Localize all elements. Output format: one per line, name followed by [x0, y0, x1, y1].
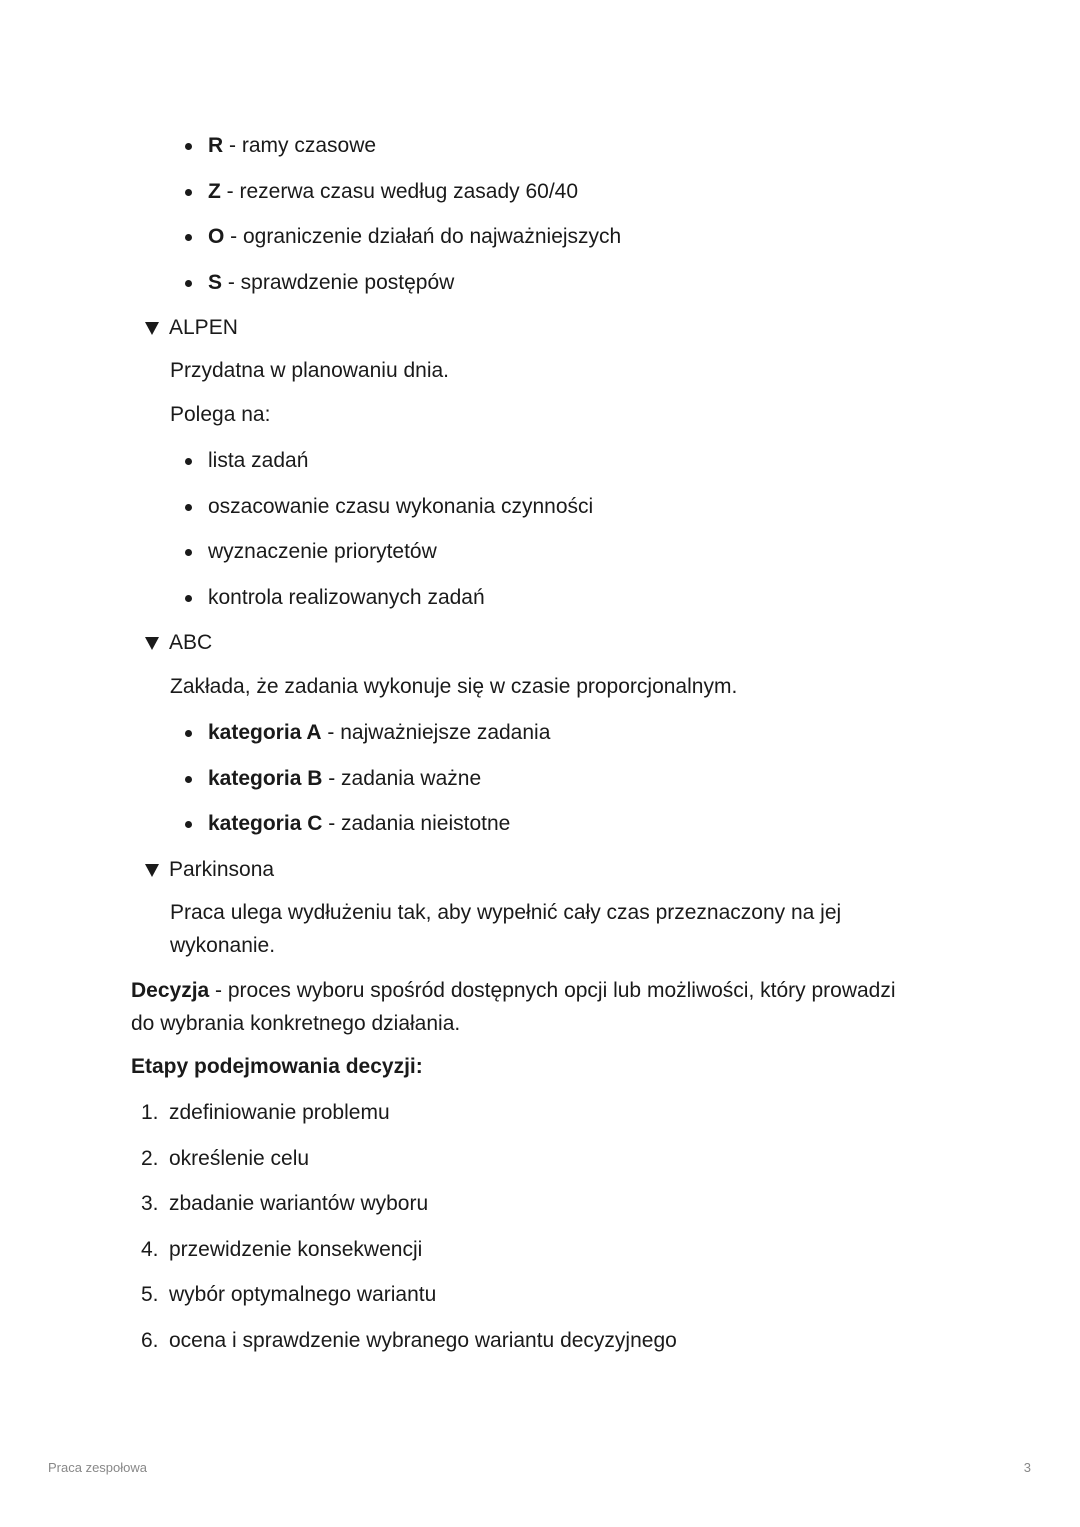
bullet-icon: [185, 458, 192, 465]
list-item: [208, 271, 454, 295]
paragraph: Przydatna w planowaniu dnia.: [170, 359, 450, 382]
item-text: - najważniejsze zadania: [321, 721, 551, 744]
list-number: 5.: [141, 1283, 159, 1306]
definition-text: - proces wyboru spośród dostępnych opcji lub możliwości, który prowadzi: [209, 979, 896, 1002]
item-text: - zadania nieistotne: [322, 812, 511, 835]
list-item: [208, 134, 376, 158]
list-item: [208, 767, 481, 791]
list-item: kontrola realizowanych zadań: [208, 586, 485, 609]
list-item: [208, 225, 621, 249]
list-number: 4.: [141, 1238, 159, 1261]
numbered-item: zbadanie wariantów wyboru: [169, 1192, 429, 1215]
item-text: - sprawdzenie postępów: [222, 271, 455, 294]
toggle-triangle-icon[interactable]: [145, 864, 159, 877]
page-number: 3: [1023, 1460, 1031, 1475]
list-number: 3.: [141, 1192, 159, 1215]
bullet-icon: [185, 143, 192, 150]
numbered-item: określenie celu: [169, 1147, 310, 1170]
numbered-item: wybór optymalnego wariantu: [169, 1283, 437, 1306]
list-item: [208, 812, 510, 836]
toggle-title-alpen[interactable]: ALPEN: [169, 316, 238, 339]
item-text: - ramy czasowe: [223, 134, 377, 157]
bullet-icon: [185, 595, 192, 602]
paragraph: wykonanie.: [170, 934, 276, 957]
definition: [131, 979, 896, 1003]
numbered-item: ocena i sprawdzenie wybranego wariantu decyzyjnego: [169, 1329, 677, 1352]
bullet-icon: [185, 234, 192, 241]
item-text: - ograniczenie działań do najważniejszych: [224, 225, 622, 248]
list-number: 2.: [141, 1147, 159, 1170]
item-key: kategoria B: [208, 767, 323, 790]
toggle-triangle-icon[interactable]: [145, 322, 159, 335]
bullet-icon: [185, 280, 192, 287]
list-item: [208, 180, 578, 204]
list-item: wyznaczenie priorytetów: [208, 540, 437, 563]
list-item: [208, 721, 550, 745]
bullet-icon: [185, 504, 192, 511]
paragraph: Polega na:: [170, 403, 271, 426]
item-key: kategoria A: [208, 721, 322, 744]
list-number: 1.: [141, 1101, 159, 1124]
bullet-icon: [185, 549, 192, 556]
numbered-item: przewidzenie konsekwencji: [169, 1238, 423, 1261]
paragraph: Zakłada, że zadania wykonuje się w czasie proporcjonalnym.: [170, 675, 738, 698]
item-key: S: [208, 271, 223, 294]
numbered-item: zdefiniowanie problemu: [169, 1101, 390, 1124]
bullet-icon: [185, 776, 192, 783]
list-number: 6.: [141, 1329, 159, 1352]
item-key: O: [208, 225, 225, 248]
item-key: Z: [208, 180, 221, 203]
definition-continued: do wybrania konkretnego działania.: [131, 1012, 461, 1035]
section-heading: Etapy podejmowania decyzji:: [131, 1055, 423, 1078]
bullet-icon: [185, 189, 192, 196]
list-item: lista zadań: [208, 449, 309, 472]
term: Decyzja: [131, 979, 210, 1002]
item-text: - zadania ważne: [322, 767, 482, 790]
toggle-triangle-icon[interactable]: [145, 637, 159, 650]
list-item: oszacowanie czasu wykonania czynności: [208, 495, 594, 518]
item-text: - rezerwa czasu według zasady 60/40: [220, 180, 579, 203]
item-key: kategoria C: [208, 812, 323, 835]
item-key: R: [208, 134, 224, 157]
toggle-title-abc[interactable]: ABC: [169, 631, 213, 654]
paragraph: Praca ulega wydłużeniu tak, aby wypełnić cały czas przeznaczony na jej: [170, 901, 842, 924]
bullet-icon: [185, 821, 192, 828]
footer-title: Praca zespołowa: [48, 1460, 147, 1475]
toggle-title-parkinson[interactable]: Parkinsona: [169, 858, 275, 881]
bullet-icon: [185, 730, 192, 737]
